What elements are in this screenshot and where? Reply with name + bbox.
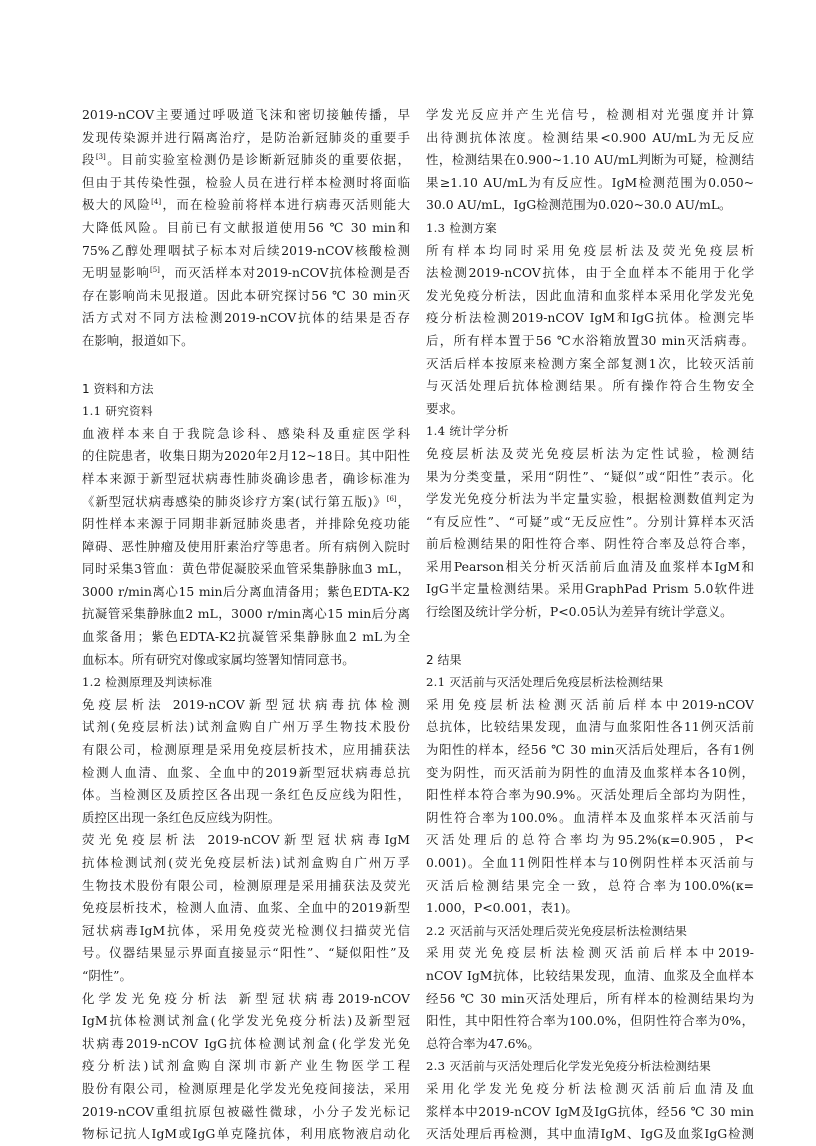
section-heading: 2 结果 [426,652,462,667]
text-line: 大降低风险。目前已有文献报道使用56 ℃ 30 min和 [82,219,410,235]
text-line: 股份有限公司，检测原理是化学发光免疫间接法，采用 [82,1080,410,1096]
subsection-heading: 2.3 灭活前与灭活处理后化学发光免疫分析法检测结果 [426,1059,711,1074]
text-line: 果为分类变量，采用“阴性”、“疑似”或“阳性”表示。化 [426,468,754,484]
text-line: 荧光免疫层析法 2019-nCOV新型冠状病毒IgM [82,832,410,848]
text-line: 血液样本来自于我院急诊科、感染科及重症医学科 [82,425,410,441]
text-line: 性，检测结果在0.900~1.10 AU/mL判断为可疑，检测结 [426,152,754,168]
text-line [426,624,754,649]
text-line: 化学发光免疫分析法 新型冠状病毒2019-nCOV [82,990,410,1006]
text-line: 质控区出现一条红色反应线为阴性。 [82,809,281,825]
subsection-heading: 2.1 灭活前与灭活处理后免疫层析法检测结果 [426,675,664,690]
text-line: 生物技术股份有限公司，检测原理是采用捕获法及荧光 [82,877,410,893]
text-line: 果≥1.10 AU/mL为有反应性。IgM检测范围为0.050~ [426,174,754,190]
text-line: “有反应性”、“可疑”或“无反应性”。分别计算样本灭活 [426,513,754,529]
text-line: 采用荧光免疫层析法检测灭活前后样本中2019- [426,945,754,961]
text-line: 阴性符合率为100.0%。血清样本及血浆样本灭活前与 [426,809,754,825]
text-line: 灭活处理后的总符合率均为95.2%(κ=0.905，P< [426,832,754,848]
text-line: 冠状病毒IgM抗体，采用免疫荧光检测仪扫描荧光信 [82,922,410,938]
subsection-heading: 1.1 研究资料 [82,404,153,419]
text-line: 30.0 AU/mL，IgG检测范围为0.020~30.0 AU/mL。 [426,197,732,213]
text-line: 3000 r/min离心15 min后分离血清备用；紫色EDTA-K2 [82,583,410,599]
text-line: 行绘图及统计学分析，P<0.05认为差异有统计学意义。 [426,604,733,620]
text-line: 样本来源于新型冠状病毒性肺炎确诊患者，确诊标准为 [82,470,410,486]
text-line: “阴性”。 [82,967,132,983]
text-line: 活方式对不同方法检测2019-nCOV抗体的结果是否存 [82,310,410,326]
text-line: 采用化学发光免疫分析法检测灭活前后血清及血 [426,1080,754,1096]
text-line: IgG半定量检测结果。采用GraphPad Prism 5.0软件进 [426,581,754,597]
text-line: 物标记抗人IgM或IgG单克隆抗体，利用底物液启动化 [82,1126,410,1142]
text-line: 为阳性的样本，经56 ℃ 30 min灭活后处理后，各有1例 [426,742,754,758]
text-line: 出待测抗体浓度。检测结果<0.900 AU/mL为无反应 [426,129,754,145]
text-line: 体。当检测区及质控区各出现一条红色反应线为阳性， [82,787,410,803]
text-line: 阳性样本符合率为90.9%。灭活处理后全部均为阴性， [426,787,754,803]
text-line: 采用Pearson相关分析灭活前后血清及血浆样本IgM和 [426,558,754,574]
text-line: 75%乙醇处理咽拭子标本对后续2019-nCOV核酸检测 [82,242,410,258]
text-line: 灭活后检测结果完全一致，总符合率为100.0%(κ= [426,877,754,893]
text-line: 0.001)。全血11例阳性样本与10例阴性样本灭活前与 [426,855,754,870]
text-line: 2019-nCOV重组抗原包被磁性微球，小分子发光标记 [82,1103,410,1119]
text-line: 免疫层析法 2019-nCOV新型冠状病毒抗体检测 [82,696,410,712]
section-heading: 1 资料和方法 [82,381,154,396]
text-line: 检测人血清、血浆、全血中的2019新型冠状病毒总抗 [82,764,410,780]
subsection-heading: 1.4 统计学分析 [426,424,509,439]
text-line: 段[3]。目前实验室检测仍是诊断新冠肺炎的重要依据， [82,152,410,168]
text-line: 障碍、恶性肿瘤及使用肝素治疗等患者。所有病例入院时 [82,538,410,554]
text-line: 采用免疫层析法检测灭活前后样本中2019-nCOV [426,696,754,712]
text-line: nCOV IgM抗体，比较结果发现，血清、血浆及全血样本 [426,967,754,983]
text-line: 1.000，P<0.001，表1)。 [426,900,578,916]
text-line: 在影响，报道如下。 [82,332,194,348]
text-line: 浆样本中2019-nCOV IgM及IgG抗体，经56 ℃ 30 min [426,1103,754,1119]
text-line: 抗凝管采集静脉血2 mL，3000 r/min离心15 min后分离 [82,606,410,622]
text-line: 但由于其传染性强，检验人员在进行样本检测时将面临 [82,174,410,190]
text-line: 同时采集3管血：黄色带促凝胶采血管采集静脉血3 mL， [82,561,410,577]
text-line: 《新型冠状病毒感染的肺炎诊疗方案(试行第五版)》[6]， [82,493,410,509]
text-line: 存在影响尚未见报道。因此本研究探讨56 ℃ 30 min灭 [82,287,410,303]
text-line: 灭活处理后再检测，其中血清IgM、IgG及血浆IgG检测 [426,1126,754,1142]
text-line: 极大的风险[4]，而在检验前将样本进行病毒灭活则能大 [82,197,410,213]
text-line: 抗体检测试剂(荧光免疫层析法)试剂盒购自广州万孚 [82,855,410,870]
text-line: 阳性，其中阳性符合率为100.0%，但阴性符合率为0%， [426,1013,754,1029]
subsection-heading: 1.2 检测原理及判读标准 [82,675,213,690]
text-line: 免疫层析法及荧光免疫层析法为定性试验，检测结 [426,445,754,461]
text-line: 前后检测结果的阳性符合率、阴性符合率及总符合率， [426,536,754,552]
text-line: 血标本。所有研究对像或家属均签署知情同意书。 [82,651,355,667]
text-line: 试剂(免疫层析法)试剂盒购自广州万孚生物技术股份 [82,719,410,735]
text-line: 无明显影响[5]，而灭活样本对2019-nCOV抗体检测是否 [82,265,410,281]
text-line: 血浆备用；紫色EDTA-K2抗凝管采集静脉血2 mL为全 [82,629,410,645]
subsection-heading: 1.3 检测方案 [426,220,497,235]
text-line: 疫分析法)试剂盒购自深圳市新产业生物医学工程 [82,1058,410,1074]
text-line: 发光免疫分析法，因此血清和血浆样本采用化学发光免 [426,287,754,303]
text-line: 发现传染源并进行隔离治疗，是防治新冠肺炎的重要手 [82,129,410,145]
text-line: 学发光免疫分析法为半定量实验，根据检测数值判定为 [426,491,754,507]
text-line: 的住院患者，收集日期为2020年2月12~18日。其中阳性 [82,448,410,464]
left-column [82,104,410,1146]
text-line: 后，所有样本置于56 ℃水浴箱放置30 min灭活病毒。 [426,332,754,348]
text-line: 灭活后样本按原来检测方案全部复测1次，比较灭活前 [426,355,754,371]
text-line: IgM抗体检测试剂盒(化学发光免疫分析法)及新型冠 [82,1013,410,1029]
text-line: 2019-nCOV主要通过呼吸道飞沫和密切接触传播，早 [82,107,410,122]
text-line: 有限公司，检测原理是采用免疫层析技术，应用捕获法 [82,742,410,758]
text-line: 学发光反应并产生光信号，检测相对光强度并计算 [426,107,754,122]
text-line: 总抗体，比较结果发现，血清与血浆阳性各11例灭活前 [426,719,754,735]
text-line: 所有样本均同时采用免疫层析法及荧光免疫层析 [426,242,754,258]
text-line: 要求。 [426,400,464,416]
text-line: 号。仪器结果显示界面直接显示“阳性”、“疑似阳性”及 [82,945,410,961]
text-line: 免疫层析技术，检测人血清、血浆、全血中的2019新型 [82,900,410,916]
text-line: 与灭活处理后抗体检测结果。所有操作符合生物安全 [426,378,754,394]
text-line: 疫分析法检测2019-nCOV IgM和IgG抗体。检测完毕 [426,310,754,326]
subsection-heading: 2.2 灭活前与灭活处理后荧光免疫层析法检测结果 [426,923,688,938]
text-line: 总符合率为47.6%。 [426,1035,540,1051]
text-line: 状病毒2019-nCOV IgG抗体检测试剂盒(化学发光免 [82,1035,410,1051]
text-line: 阴性样本来源于同期非新冠肺炎患者，并排除免疫功能 [82,516,410,532]
text-line: 法检测2019-nCOV抗体，由于全血样本不能用于化学 [426,265,754,281]
right-column [426,104,754,1146]
text-line: 变为阴性，而灭活前为阴性的血清及血浆样本各10例， [426,764,754,780]
text-line [82,353,410,378]
text-line: 经56 ℃ 30 min灭活处理后，所有样本的检测结果均为 [426,990,754,1006]
